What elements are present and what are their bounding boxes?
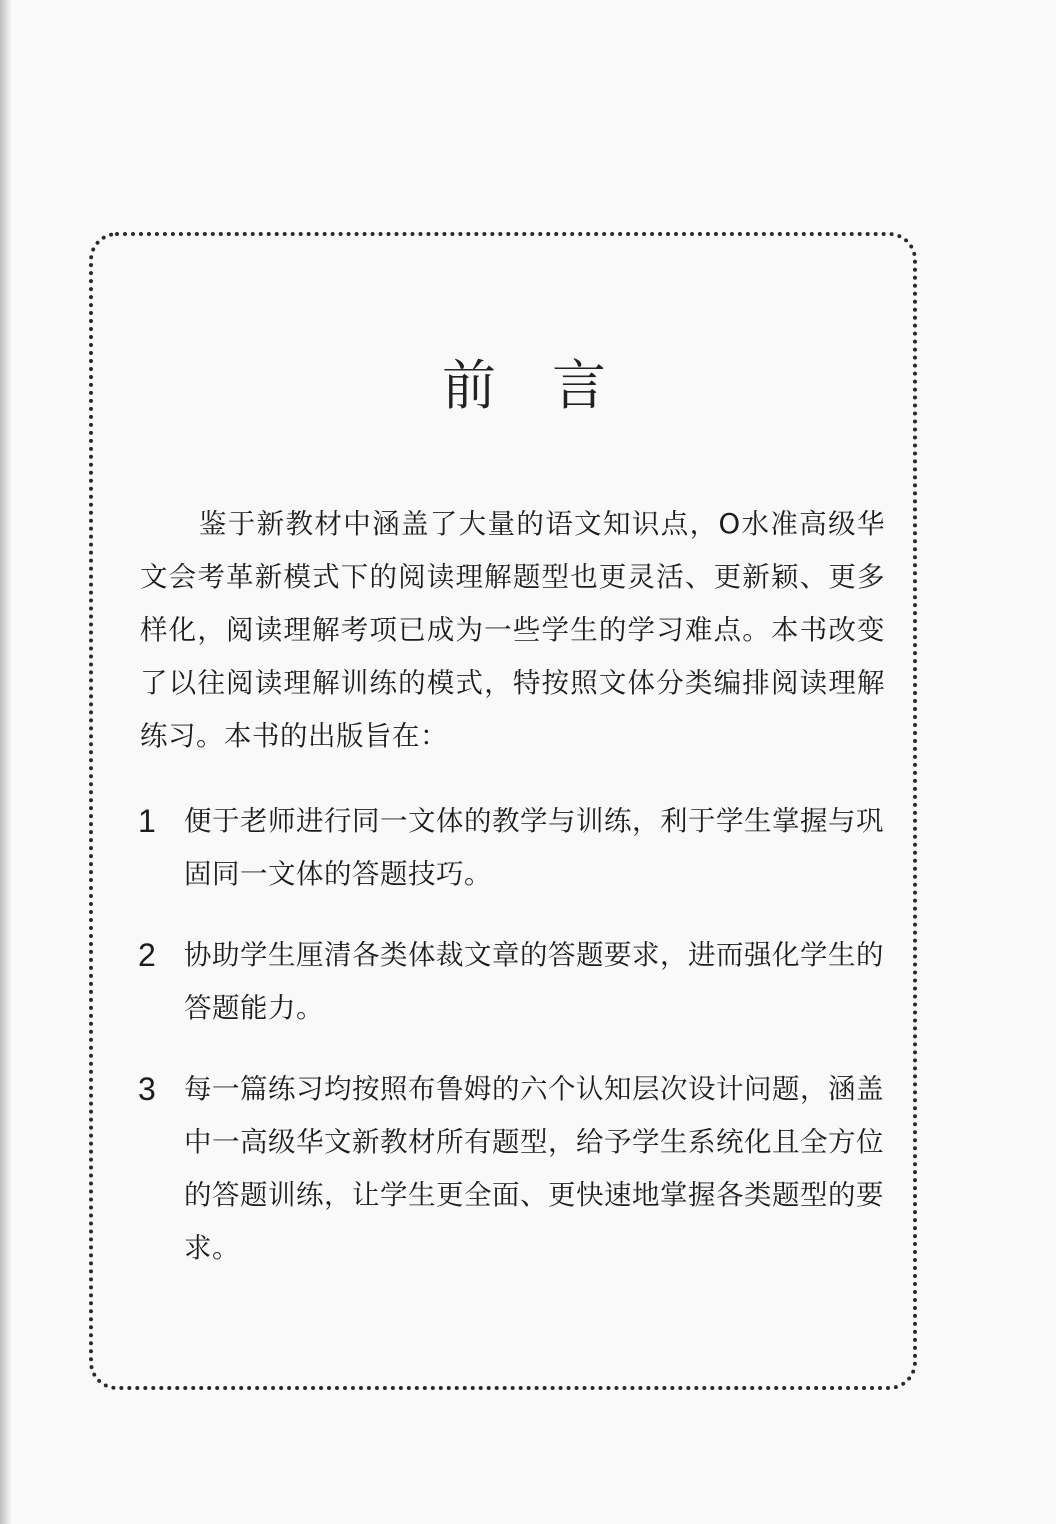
list-item xyxy=(138,929,888,1035)
page-title: 前言 xyxy=(442,354,662,417)
list-item-number: 1 xyxy=(138,803,156,839)
list-item-number: 2 xyxy=(138,937,156,973)
list-item-text: 每一篇练习均按照布鲁姆的六个认知层次设计问题，涵盖中一高级华文新教材所有题型，给予学生系统化且全方位的答题训练，让学生更全面、更快速地掌握各类题型的要求。 xyxy=(184,1073,884,1264)
list-item xyxy=(138,1063,888,1275)
binding-shadow xyxy=(0,0,12,1524)
intro-paragraph xyxy=(140,498,885,763)
list-item-number: 3 xyxy=(138,1071,156,1107)
intro-text: 鉴于新教材中涵盖了大量的语文知识点，O水准高级华文会考革新模式下的阅读理解题型也更灵活、更新颖、更多样化，阅读理解考项已成为一些学生的学习难点。本书改变了以往阅读理解训练的模式，特按照文体分类编排阅读理解练习。本书的出版旨在： xyxy=(140,508,885,752)
list-item-text: 协助学生厘清各类体裁文章的答题要求，进而强化学生的答题能力。 xyxy=(184,939,884,1024)
list-item-text: 便于老师进行同一文体的教学与训练，利于学生掌握与巩固同一文体的答题技巧。 xyxy=(184,805,884,890)
list-item xyxy=(138,795,888,901)
purpose-list xyxy=(138,795,888,1303)
